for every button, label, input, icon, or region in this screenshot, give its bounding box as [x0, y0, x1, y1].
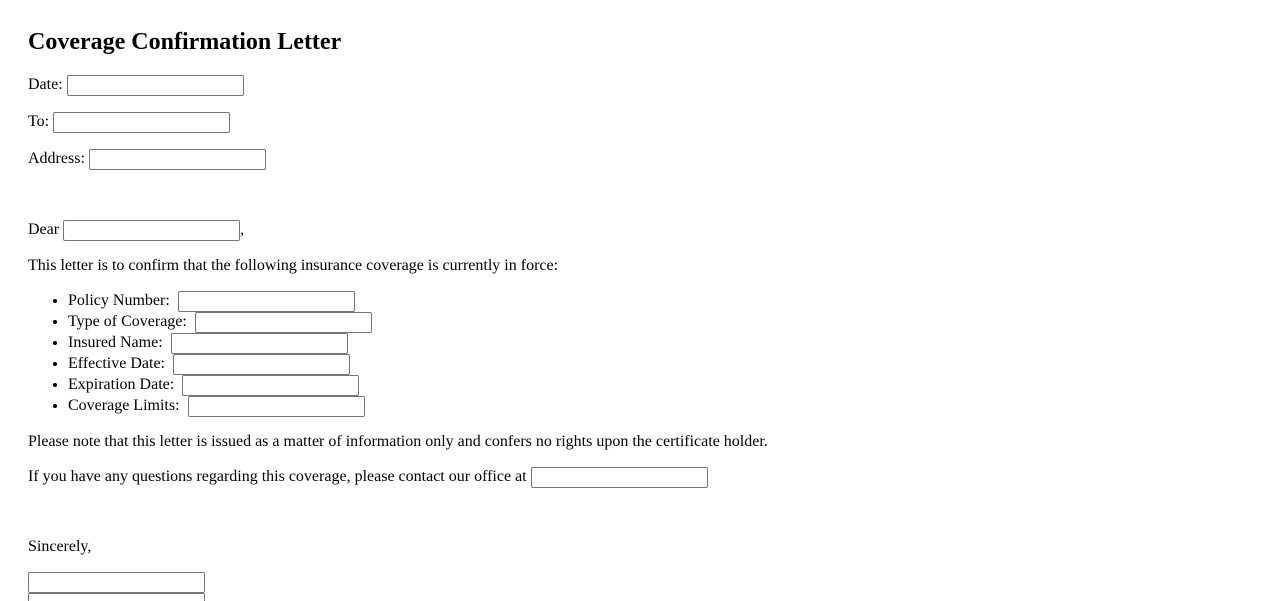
list-item-type-of-coverage: [68, 311, 372, 332]
coverage-list: [28, 290, 372, 416]
signature-name-field[interactable]: [28, 572, 205, 593]
date-label: Date:: [28, 76, 63, 93]
list-item-expiration-date: [68, 374, 372, 395]
list-item-coverage-limits: [68, 395, 372, 416]
coverage-limits-label: Coverage Limits:: [68, 397, 180, 414]
date-row: [28, 74, 244, 96]
list-item-insured-name: [68, 332, 372, 353]
insured-name-field[interactable]: [171, 333, 348, 354]
type-of-coverage-label: Type of Coverage:: [68, 313, 187, 330]
policy-number-field[interactable]: [178, 291, 355, 312]
effective-date-field[interactable]: [173, 354, 350, 375]
contact-row: [28, 466, 708, 488]
closing-text: Sincerely,: [28, 538, 92, 555]
list-item-effective-date: [68, 353, 372, 374]
recipient-name-field[interactable]: [63, 220, 240, 241]
effective-date-label: Effective Date:: [68, 355, 165, 372]
address-row: [28, 148, 266, 170]
expiration-date-label: Expiration Date:: [68, 376, 175, 393]
signature-title-row: [28, 592, 205, 601]
salutation-label: Dear: [28, 221, 60, 238]
intro-text: This letter is to confirm that the following insurance coverage is currently in force:: [28, 257, 559, 274]
list-item-policy-number: [68, 290, 372, 311]
insured-name-label: Insured Name:: [68, 334, 163, 351]
office-contact-field[interactable]: [531, 467, 708, 488]
address-label: Address:: [28, 150, 85, 167]
contact-text: If you have any questions regarding this coverage, please contact our office at: [28, 468, 527, 485]
notice-text: Please note that this letter is issued as a matter of information only and confers no rights upon the certificate holder.: [28, 433, 768, 450]
address-field[interactable]: [89, 149, 266, 170]
to-row: [28, 111, 230, 133]
to-field[interactable]: [53, 112, 230, 133]
signature-title-field[interactable]: [28, 593, 205, 601]
policy-number-label: Policy Number:: [68, 292, 170, 309]
salutation-comma: ,: [240, 221, 245, 238]
salutation-row: [28, 219, 244, 241]
type-of-coverage-field[interactable]: [195, 312, 372, 333]
coverage-limits-field[interactable]: [188, 396, 365, 417]
date-field[interactable]: [67, 75, 244, 96]
to-label: To:: [28, 113, 50, 130]
signature-row: [28, 571, 205, 593]
page-title: Coverage Confirmation Letter: [28, 29, 342, 55]
expiration-date-field[interactable]: [182, 375, 359, 396]
